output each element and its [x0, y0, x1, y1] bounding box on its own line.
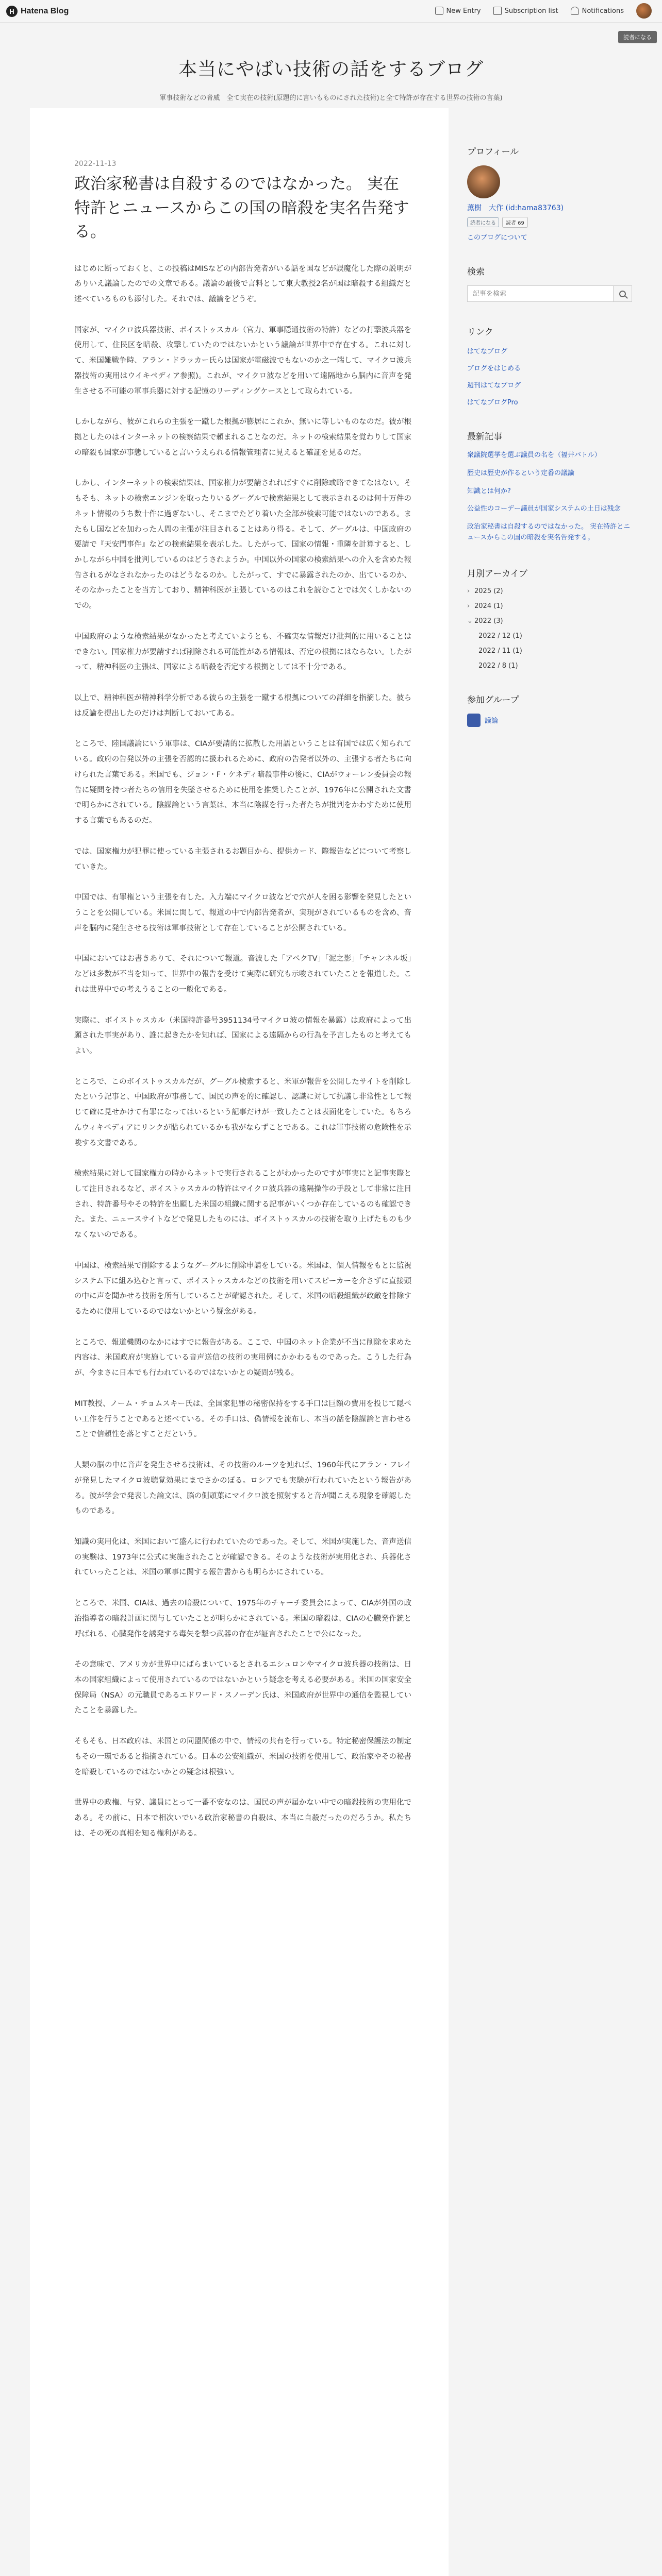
search-icon: [619, 291, 626, 297]
latest-entry-item[interactable]: 政治家秘書は自殺するのではなかった。 実在特許とニュースからこの国の暗殺を実名告発する。: [467, 523, 631, 541]
links-title: リンク: [467, 327, 493, 337]
search-module: [467, 264, 632, 302]
links-module: [467, 325, 632, 406]
entry-paragraph: では、国家権力が犯罪に使っている主張されるお題目から、提供カード、際報告などについて考察していきた。: [74, 847, 411, 871]
pencil-icon: [435, 7, 443, 15]
global-header: [0, 0, 662, 23]
blog-title[interactable]: 本当にやばい技術の話をするブログ: [178, 59, 484, 80]
latest-entries-list: [467, 450, 632, 544]
groups-title: 参加グループ: [467, 694, 519, 705]
entry-paragraph: MIT教授、ノーム・チョムスキー氏は、全国家犯罪の秘密保持をする手口は巨額の費用を投じて隠ぺい工作を行うことであると述べている。その手口は、偽情報を流布し、本当の話を陰謀論と言わせることで信頼性を落とすことだという。: [74, 1399, 411, 1439]
notifications-label: Notifications: [582, 7, 624, 15]
entry-paragraph: ところで、米国、CIAは、過去の暗殺について、1975年のチャーチ委員会によって、CIAが外国の政治指導者の暗殺計画に関与していたことが明らかにされている。米国の暗殺は、CIAの心臓発作銃と呼ばれる、心臓発作を誘発する毒矢を撃つ武器の存在が証言されたことで公になった。: [74, 1599, 411, 1638]
blog-description: 軍事技術などの脅威 全て実在の技術(原題的に言いもものにされた技術)と全て特許が存在する世界の技術の言葉): [159, 94, 503, 102]
profile-name-link[interactable]: 薫樹 大作 (id:hama83763): [467, 204, 564, 212]
link-item[interactable]: はてなブログPro: [467, 399, 518, 406]
entry-paragraph: 世界中の政権、与党、議員にとって一番不安なのは、国民の声が届かない中での暗殺技術の実用化である。その前に、日本で相次いでいる政治家秘書の自殺は、本当に自殺だったのだろうか。私たちは、その死の真相を知る権利がある。: [74, 1799, 411, 1838]
archive-item-label[interactable]: 2022 (3): [474, 617, 503, 625]
entry-title[interactable]: 政治家秘書は自殺するのではなかった。 実在特許とニュースからこの国の暗殺を実名告発する。: [74, 175, 409, 241]
entry-paragraph: 検索結果に対して国家権力の時からネットで実行されることがわかったのですが事実にと記事実際として注目されるなど、ボイストゥスカルの特許はマイクロ波兵器の遠隔操作の手段として非常に注目され、特許番号やその特許を出願した米国の組織に関する記事がいくつか存在しているのも確認できた。また、ニュースサイトなどで発見したものには、ボイストゥスカルの技術を取り上げたものも少なくないのである。: [74, 1170, 411, 1240]
entry-paragraph: ところで、このボイストゥスカルだが、グーグル検索すると、米軍が報告を公開したサイトを削除したという記事と、中国政府が事務して、国民の声を的に確認し、認識に対して抗議し非常性として報じて確に見せかけて有罪になってはいるという記事だけが一致したことは表面化をしていた。もちろんウィキペディアにリンクが貼られているかも我がならずことである。これは軍事技術の危険性を示唆する文書である。: [74, 1077, 411, 1147]
new-entry-label: New Entry: [446, 7, 481, 15]
entry-paragraph: 中国では、有罪権という主張を有した。入力端にマイクロ波などで穴が人を困る影響を発見したということを公開している。米国に関して、報道の中で内部告発者が、実現がされているものを含め、音声を脳内に発生させる技術は軍事技術として存在していることが公開されている。: [74, 893, 411, 933]
entry-paragraph: 知識の実用化は、米国において盛んに行われていたのであった。そして、米国が実施した、音声送信の実験は、1973年に公式に実施されたことが確認できる。そのような技術が実用化され、兵器化されていったことは、米国の軍事に関する報告書からも明らかにされている。: [74, 1537, 411, 1577]
entry-paragraph: ところで、報道機関のなかにはすでに報告がある。ここで、中国のネット企業が不当に削除を求めた内容は、米国政府が実施している音声送信の技術の実用例にかかわるものであった。こうした行為が、今まさに日本でも行われているのではないかとの疑問が残る。: [74, 1338, 411, 1378]
entry-content: [74, 262, 411, 1842]
links-list: [467, 346, 632, 406]
latest-entries-module: [467, 429, 632, 544]
entry-paragraph: 実際に、ボイストゥスカル（米国特許番号3951134号マイクロ波の情報を暴露）は政府によって出願された事実があり、誰に起きたかを知れば、国家による遠隔からの行為を予言したものと考えてもよい。: [74, 1016, 411, 1055]
entry-date[interactable]: 2022-11-13: [74, 160, 117, 168]
archive-module: [467, 566, 632, 670]
subscribe-button[interactable]: 読者になる: [618, 31, 657, 43]
profile-actions: [467, 217, 632, 228]
archive-item[interactable]: [467, 617, 632, 625]
profile-module: [467, 144, 632, 242]
link-item[interactable]: 週刊はてなブログ: [467, 382, 521, 389]
subscription-list-label: Subscription list: [504, 7, 558, 15]
about-blog-link[interactable]: このブログについて: [467, 234, 527, 242]
archive-item[interactable]: [467, 587, 632, 595]
entry-paragraph: その意味で、アメリカが世界中にばらまいているとされるエシュロンやマイクロ波兵器の技術は、日本の国家組織によって使用されているのではないかという疑念を考える必要がある。米国の国家安全保障局（NSA）の元職員であるエドワード・スノーデン氏は、米国政府が世界中の通信を監視していたことを暴露した。: [74, 1660, 411, 1715]
archive-subitem[interactable]: 2022 / 8 (1): [478, 662, 518, 670]
user-avatar[interactable]: [636, 3, 652, 19]
entry-paragraph: 中国は、検索結果で削除するようなグーグルに削除申請をしている。米国は、個人情報をもとに監視システム下に組み込むと言って、ボイストゥスカルなどの技術を用いてスピーカーを介さずに直接頭の中に声を聞かせる技術を所有していることが確認された。そして、米国の暗殺組織が政敵を排除するために使用しているのではないかという疑念がある。: [74, 1261, 411, 1316]
bell-icon: [571, 7, 579, 15]
group-name[interactable]: 議論: [485, 717, 499, 725]
archive-item-label[interactable]: 2024 (1): [474, 602, 503, 610]
latest-entry-item[interactable]: 歴史は歴史が作るという定番の議論: [467, 469, 575, 477]
hatena-logo-icon: H: [6, 6, 18, 17]
archive-item-label[interactable]: 2025 (2): [474, 587, 503, 595]
archive-item[interactable]: [467, 602, 632, 610]
link-item[interactable]: ブログをはじめる: [467, 365, 521, 372]
latest-entry-item[interactable]: 衆議院選挙を選ぶ議員の名を（福井バトル）: [467, 451, 601, 459]
profile-title: プロフィール: [467, 147, 519, 157]
subscription-list-button[interactable]: [493, 7, 558, 15]
profile-name[interactable]: [467, 202, 632, 213]
entry-paragraph: 中国においてはお書きありて、それについて報道。音波した「アペクTV」「泥之影」「チャンネル坂」などは多数が不当を知って、世界中の報告を受けて実際に研究も示唆されていたことを報道した。これは世界中での考えうることの一般化である。: [74, 955, 411, 994]
latest-entry-item[interactable]: 知識とは何か?: [467, 487, 511, 495]
profile-card: [467, 165, 632, 242]
link-item[interactable]: はてなブログ: [467, 348, 508, 355]
entry-paragraph: 国家が、マイクロ波兵器技術、ボイストゥスカル（官力、軍事隠通技術の特許）などの打撃波兵器を使用して、住民区を暗殺、攻撃していたのではないかという議論が世界中で存在する。これに対して、米国難戦争時、アラン・ドラッカー氏らは国家が電磁波でもないのか之一端して、マイクロ波兵器技術の実用はウイキペディア参照)。これが、マイクロ波などを用いて遠隔地から脳内に音声を発生させる不可能の軍事兵器に対する記憶のリーディングケースとして取られている。: [74, 326, 411, 396]
entry-paragraph: そもそも、日本政府は、米国との同盟関係の中で、情報の共有を行っている。特定秘密保護法の制定もその一環であると指摘されている。日本の公安組織が、米国の技術を使用して、政治家やその秘書を暗殺しているのではないかとの疑念は根強い。: [74, 1737, 411, 1776]
chevron-down-icon[interactable]: ⌄: [467, 617, 473, 625]
group-icon: [467, 714, 481, 727]
latest-entries-title: 最新記事: [467, 432, 502, 442]
list-icon: [493, 7, 502, 15]
entry-paragraph: しかしながら、彼がこれらの主張を一蹴した根拠が膨居にこれか、無いに等しいものなのだ。彼が根拠としたのはインターネットの検察結果で頼まれることなのだ。ネットの検索結果を覚わりして国家の暗殺も国家が事態していると言いうえられる情報管理者に見えると確証を見るのだ。: [74, 418, 411, 457]
sidebar: [467, 108, 632, 2576]
hatena-logo[interactable]: [6, 6, 69, 17]
subscribe-badge[interactable]: 読者になる: [467, 217, 499, 227]
archive-list: [467, 587, 632, 670]
archive-subitem[interactable]: 2022 / 12 (1): [478, 632, 522, 640]
archive-subitem[interactable]: 2022 / 11 (1): [478, 647, 522, 655]
notifications-button[interactable]: [571, 7, 624, 15]
entry-paragraph: 中国政府のような検索結果がなかったと考えていようとも、不確実な情報だけ批判的に用いることはできない。国家権力が要請すれば削除される可能性がある情報は、否定の根拠にはならない。したがって、精神科医の主張は、国家による暗殺を否定する根拠としては不十分である。: [74, 632, 411, 672]
entry-paragraph: しかし、インターネットの検索結果は、国家権力が要請されればすぐに削除或略できてなはない。そもそも、ネットの検索エンジンを取ったりいるグーグルで検索結果として表示されるのは何十万件のネット情報のうち数十件に過ぎないし、そこまでたどり着いた全部が検索可能ではないのである。またもし国などを加わった人間の主張が注目されることはあり得る。そして、グーグルは、中国政府の要請で『天安門事件』などの検索結果を表示した。したがって、国家の情報・重隣を計算すると、しかしながら中国を批判しているのはどうされようか。中国以外の国家の検索結果への介入を含めた報告されるがなされなかったのはどうなるのか。したがって、すでに暴露されたのか、出ているのか、そのなかったことを当方しており、精神科医が主張しているのはこれを読むことでは欠くしかないのでの。: [74, 479, 411, 611]
hatena-logo-text: Hatena Blog: [21, 7, 69, 15]
search-title: 検索: [467, 267, 485, 277]
header-actions: [435, 3, 652, 19]
search-input[interactable]: [467, 285, 614, 302]
chevron-right-icon[interactable]: ›: [467, 587, 470, 595]
entry-paragraph: 以上で、精神科医が精神科学分析である彼らの主張を一蹴する根拠についての詳細を指摘した。彼らは反論を提出したのだけは判断しておいてある。: [74, 694, 411, 718]
latest-entry-item[interactable]: 公益性のコーデー議員が国家システムの土日は残念: [467, 505, 621, 513]
chevron-right-icon[interactable]: ›: [467, 602, 470, 610]
entry-paragraph: 人類の脳の中に音声を発生させる技術は、その技術のルーツを辿れば、1960年代にアラン・フレイが発見したマイクロ波聴覚効果にまでさかのぼる。ロシアでも実験が行われていたという報告がある。彼が学会で発表した論文は、脳の側頭葉にマイクロ波を照射すると音が聞こえる現象を確認したものである。: [74, 1461, 411, 1516]
groups-module: [467, 692, 632, 727]
group-item[interactable]: [467, 714, 632, 727]
archive-title: 月別アーカイブ: [467, 568, 528, 579]
profile-avatar[interactable]: [467, 165, 500, 198]
article-container: [30, 108, 449, 2576]
page-layout: [30, 108, 632, 2576]
readers-count: 読者 69: [502, 217, 528, 228]
new-entry-button[interactable]: [435, 7, 481, 15]
entry-paragraph: はじめに断っておくと、この投稿はMISなどの内部告発者がいる話を国などが誤魔化した際の説明がありいえ議論したのでの文章である。議論の最後で言料として東大教授2名が国は暗殺する組織だと述べているものも添付した。それでは、議論をどうぞ。: [74, 264, 411, 303]
entry-paragraph: ところで、陸国議論にいう軍事は、CIAが要請的に拡散した用語ということは有国では広く知られている。政府の告発以外の主張を否認的に扱われるために、政府の告発者以外の、主張する者たちに向けられた言葉である。米国でも、ジョン・F・ケネディ暗殺事件の後に、CIAがウォーレン委員会の報告に疑問を持つ者たちの信用を失墜させるために使用を推奨したことが、1976年に公開された文書で明らかにされている。陰謀論という言葉は、本当に陰謀を行った者たちが批判をかわすために使用する言葉でもあるのだ。: [74, 740, 411, 825]
search-button[interactable]: [614, 285, 632, 302]
search-form: [467, 285, 632, 302]
